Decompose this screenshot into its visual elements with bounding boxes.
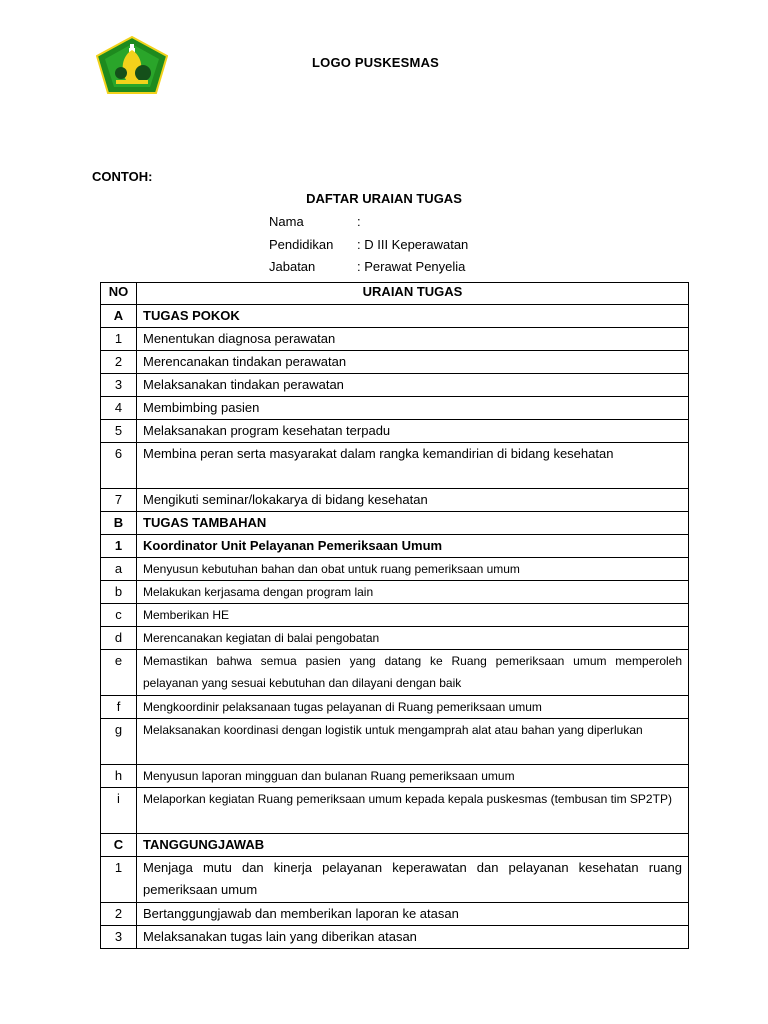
table-row [101,397,689,420]
column-header-no: NO [101,283,137,305]
row-number: 1 [101,535,137,558]
table-row [101,604,689,627]
table-row [101,489,689,512]
row-number: a [101,558,137,581]
row-number: 4 [101,397,137,420]
table-row [101,765,689,788]
task-table [100,282,689,949]
row-number: 1 [101,328,137,351]
row-number: 3 [101,926,137,949]
info-label: Jabatan [269,259,316,274]
header-title: LOGO PUSKESMAS [312,55,440,70]
document-title [0,191,768,206]
row-number: h [101,765,137,788]
column-header-task: URAIAN TUGAS [137,283,689,305]
info-label: Pendidikan [269,237,334,252]
section-title: TUGAS TAMBAHAN [137,512,689,535]
table-row [101,650,689,696]
row-number: 2 [101,351,137,374]
table-section-row [101,305,689,328]
puskesmas-logo [96,36,168,94]
row-number: d [101,627,137,650]
document-title-text: DAFTAR URAIAN TUGAS [306,191,462,206]
info-value: : [357,214,361,229]
row-number: 3 [101,374,137,397]
table-row [101,788,689,834]
row-number: i [101,788,137,834]
task-description: Melakukan kerjasama dengan program lain [137,581,689,604]
row-number: 6 [101,443,137,489]
task-description: Melaksanakan tindakan perawatan [137,374,689,397]
task-description: Melaksanakan program kesehatan terpadu [137,420,689,443]
table-row [101,696,689,719]
example-label: CONTOH: [92,169,153,184]
table-row [101,926,689,949]
table-row [101,443,689,489]
task-description: Memastikan bahwa semua pasien yang datang ke Ruang pemeriksaan umum memperoleh pelayanan yang sesuai kebutuhan dan dilayani dengan baik [137,650,689,696]
task-description: Membina peran serta masyarakat dalam rangka kemandirian di bidang kesehatan [137,443,689,489]
table-row [101,719,689,765]
section-title: TANGGUNGJAWAB [137,834,689,857]
task-description: Merencanakan kegiatan di balai pengobatan [137,627,689,650]
section-title: TUGAS POKOK [137,305,689,328]
row-number: 2 [101,903,137,926]
task-description: Menyusun kebutuhan bahan dan obat untuk ruang pemeriksaan umum [137,558,689,581]
table-section-row [101,834,689,857]
row-number: e [101,650,137,696]
row-number: 5 [101,420,137,443]
row-number: f [101,696,137,719]
row-number: 1 [101,857,137,903]
row-number: 7 [101,489,137,512]
table-row [101,420,689,443]
row-number: C [101,834,137,857]
table-section-row [101,535,689,558]
table-section-row [101,512,689,535]
task-description: Menyusun laporan mingguan dan bulanan Ruang pemeriksaan umum [137,765,689,788]
task-description: Bertanggungjawab dan memberikan laporan ke atasan [137,903,689,926]
row-number: g [101,719,137,765]
task-description: Membimbing pasien [137,397,689,420]
info-label: Nama [269,214,304,229]
task-description: Menjaga mutu dan kinerja pelayanan keperawatan dan pelayanan kesehatan ruang pemeriksaan umum [137,857,689,903]
info-value: : D III Keperawatan [357,237,469,252]
task-description: Melaporkan kegiatan Ruang pemeriksaan umum kepada kepala puskesmas (tembusan tim SP2TP) [137,788,689,834]
section-title: Koordinator Unit Pelayanan Pemeriksaan Umum [137,535,689,558]
task-description: Melaksanakan koordinasi dengan logistik untuk mengamprah alat atau bahan yang diperlukan [137,719,689,765]
table-row [101,558,689,581]
table-row [101,627,689,650]
table-row [101,374,689,397]
task-description: Menentukan diagnosa perawatan [137,328,689,351]
table-row [101,351,689,374]
task-description: Mengkoordinir pelaksanaan tugas pelayanan di Ruang pemeriksaan umum [137,696,689,719]
row-number: c [101,604,137,627]
task-description: Mengikuti seminar/lokakarya di bidang kesehatan [137,489,689,512]
row-number: A [101,305,137,328]
table-row [101,328,689,351]
info-value: : Perawat Penyelia [357,259,466,274]
row-number: B [101,512,137,535]
task-description: Melaksanakan tugas lain yang diberikan atasan [137,926,689,949]
task-description: Merencanakan tindakan perawatan [137,351,689,374]
table-row [101,903,689,926]
table-header-row [101,283,689,305]
table-row [101,857,689,903]
task-table-body [101,305,689,949]
row-number: b [101,581,137,604]
table-row [101,581,689,604]
task-description: Memberikan HE [137,604,689,627]
